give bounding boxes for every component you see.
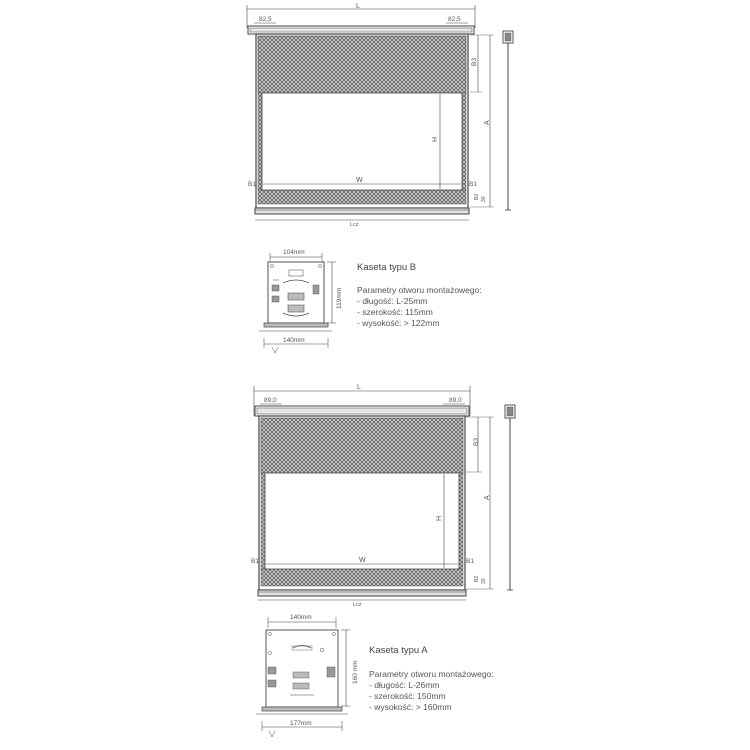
bottom-right-border: [459, 473, 463, 569]
bottom-screen-drawing: [251, 384, 515, 608]
cassette-b-param-length: - długość: L-25mm: [357, 296, 428, 306]
cassette-a-param-width: - szerokość: 150mm: [369, 691, 446, 701]
top-dim-left-margin: 82,5: [259, 16, 272, 23]
bottom-dim-l-label: L: [357, 384, 361, 391]
cassette-a-dim-height: 160 mm: [352, 660, 359, 684]
cassette-a-param-height: - wysokość: > 160mm: [369, 702, 452, 712]
cassette-b-title: Kaseta typu B: [357, 262, 417, 273]
bottom-left-border: [261, 473, 265, 569]
bottom-dim-b3: B3: [473, 438, 480, 446]
cassette-b-param-height: - wysokość: > 122mm: [357, 318, 440, 328]
top-dim-b2: B2: [474, 193, 480, 200]
bottom-dim-lcz: Lcz: [353, 602, 362, 608]
bottom-dim-w: W: [359, 557, 366, 564]
top-right-border: [462, 93, 466, 190]
bottom-dim-b2: B2: [474, 575, 480, 582]
top-bottom-bar: [255, 208, 469, 214]
cassette-b-dim-width-top: 104mm: [283, 249, 305, 256]
bottom-side-profile: [505, 405, 515, 590]
top-bottom-border: [258, 190, 466, 204]
top-dim-b0: 30: [481, 196, 487, 202]
cassette-b-drawing: [259, 249, 343, 353]
cassette-b-params-heading: Parametry otworu montażowego:: [357, 285, 482, 295]
cassette-a-title: Kaseta typu A: [369, 645, 428, 656]
top-left-border: [258, 93, 262, 190]
top-dim-right-margin: 82,5: [448, 16, 461, 23]
cassette-a-params-heading: Parametry otworu montażowego:: [369, 669, 494, 679]
top-black-drop-mesh: [258, 36, 466, 93]
cassette-b-dim-height: 119mm: [336, 287, 343, 309]
bottom-dim-left-margin: 89,0: [264, 397, 277, 404]
top-dim-a: A: [484, 120, 491, 125]
top-dimension-l: [247, 3, 475, 28]
bottom-dim-b1-left: B1: [251, 558, 259, 565]
bottom-black-drop-mesh: [261, 418, 463, 473]
top-dim-b1-right: B1: [469, 181, 477, 188]
top-dim-lcz: Lcz: [350, 222, 359, 228]
bottom-margin-dimensions: [260, 397, 465, 404]
bottom-dim-b1-right: B1: [466, 558, 474, 565]
bottom-bottom-border: [261, 569, 463, 586]
top-dim-b3: B3: [471, 58, 478, 66]
bottom-dim-b0: 30: [481, 578, 487, 584]
top-side-profile: [503, 31, 513, 210]
cassette-a-dim-width-bottom: 177mm: [290, 720, 312, 727]
cassette-b-dim-width-bottom: 140mm: [283, 337, 305, 344]
bottom-bottom-bar: [258, 590, 466, 596]
top-dim-b1-left: B1: [248, 181, 256, 188]
bottom-viewing-surface: [265, 473, 459, 569]
cassette-a-dim-width-top: 140mm: [290, 614, 312, 621]
bottom-dim-right-margin: 89,0: [449, 397, 462, 404]
top-screen-drawing: [247, 3, 513, 228]
top-margin-dimensions: [254, 16, 468, 23]
bottom-dim-h: H: [436, 515, 443, 521]
bottom-dim-a: A: [484, 495, 491, 500]
cassette-a-param-length: - długość: L-26mm: [369, 680, 440, 690]
cassette-b-param-width: - szerokość: 115mm: [357, 307, 433, 317]
top-dim-l-label: L: [356, 3, 360, 10]
top-dim-h: H: [432, 136, 439, 142]
top-dim-w: W: [356, 177, 363, 184]
cassette-a-drawing: [256, 614, 359, 737]
